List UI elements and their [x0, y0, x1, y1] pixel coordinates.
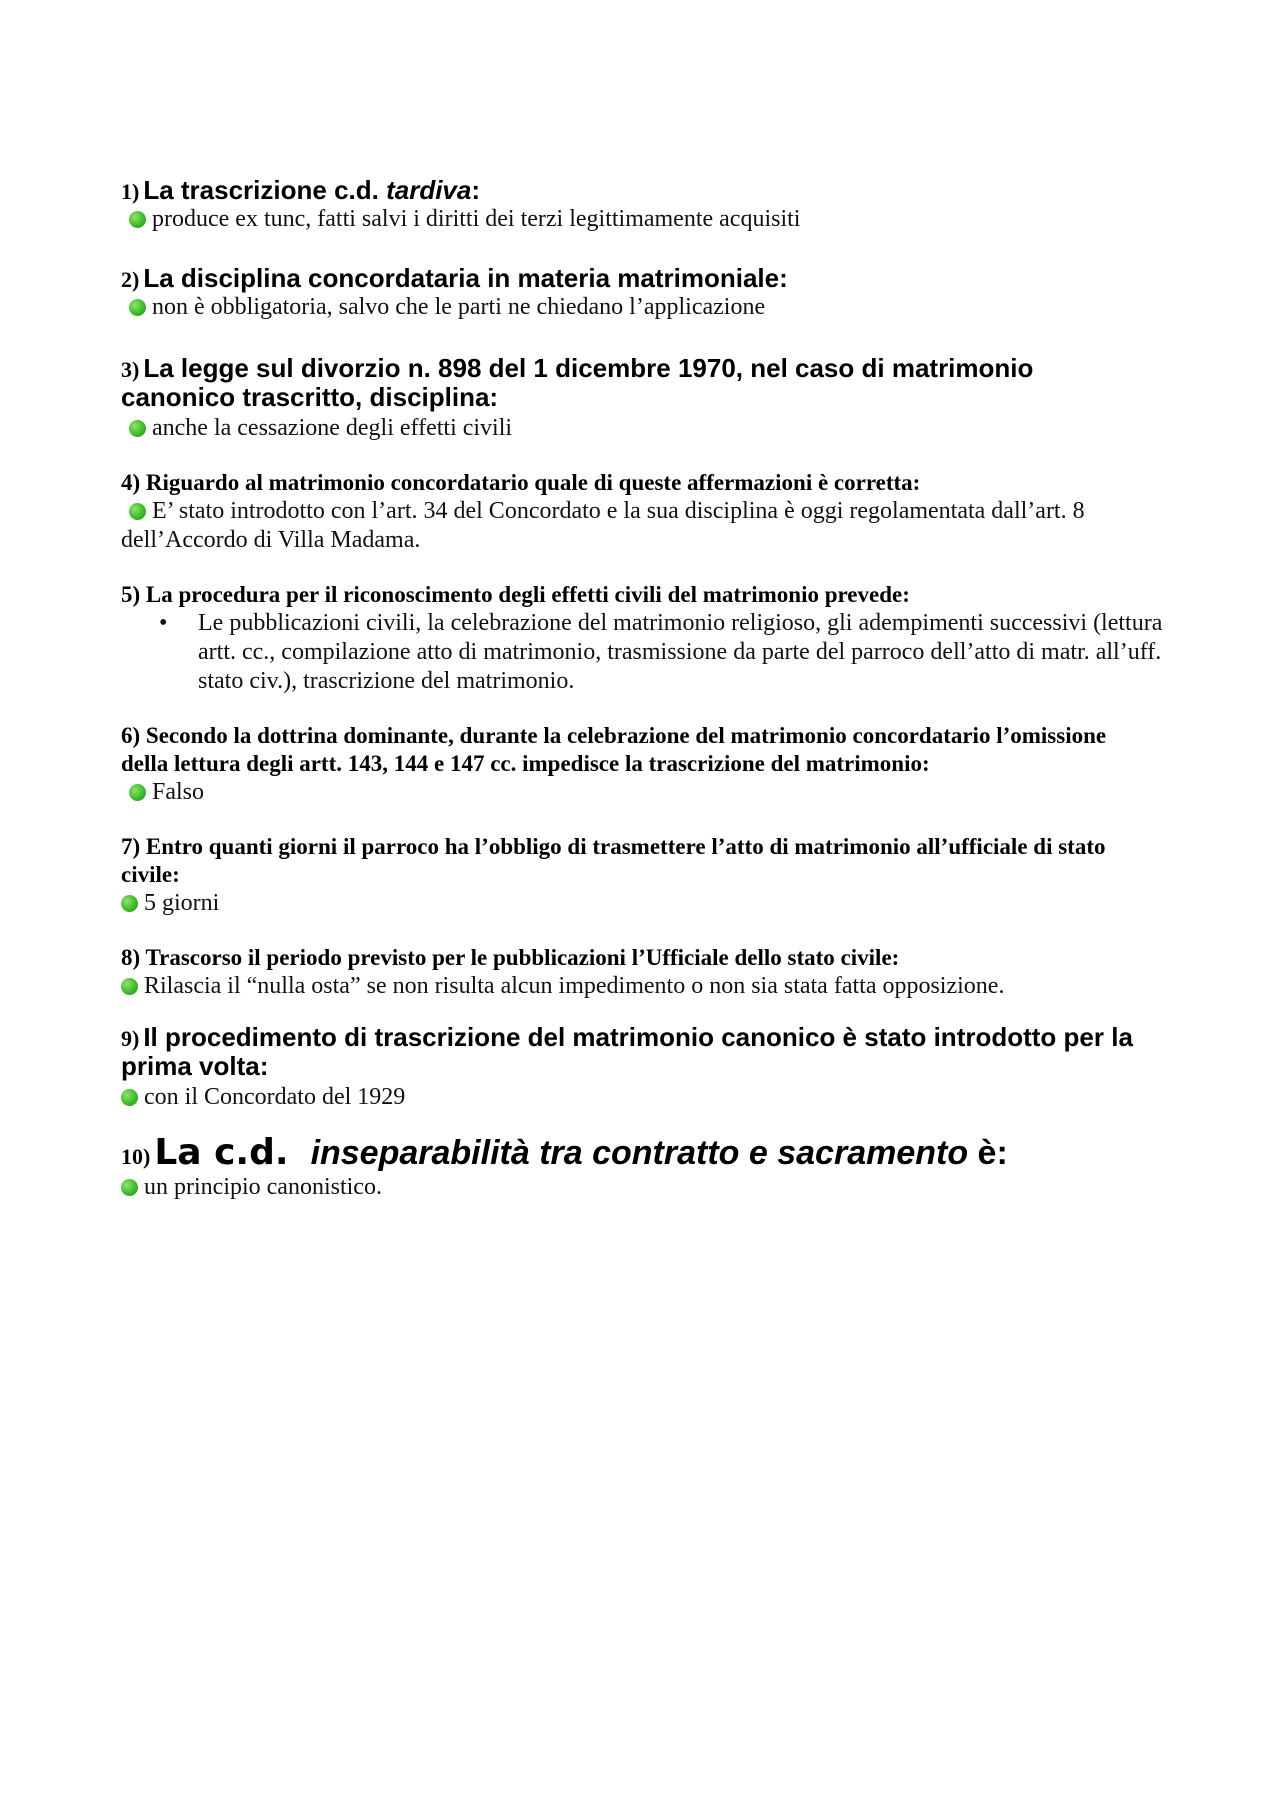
list-item [121, 609, 1171, 696]
correct-dot-icon [129, 211, 146, 228]
answer-row [121, 889, 1171, 918]
question-title-tail: è: [968, 1134, 1008, 1172]
question-4 [121, 469, 1171, 555]
answer-row [129, 293, 1171, 322]
question-title-text: La disciplina concordataria in materia matrimoniale: [143, 263, 788, 293]
question-title-text: Il procedimento di trascrizione del matrimonio canonico è stato introdotto per la prima volta: [121, 1022, 1133, 1081]
question-number: 10) [121, 1144, 151, 1169]
question-3-title [121, 354, 1141, 412]
question-6-title: 6) Secondo la dottrina dominante, durante la celebrazione del matrimonio concordatario l’omissione della lettura degli artt. 143, 144 e 147 cc. impedisce la trascrizione del matrimonio: [121, 723, 1107, 776]
answer-text: un principio canonistico. [144, 1174, 382, 1200]
question-number: 3) [121, 357, 140, 382]
answer-text: produce ex tunc, fatti salvi i diritti dei terzi legittimamente acquisiti [152, 206, 801, 232]
question-10-title [121, 1132, 1171, 1173]
question-1 [121, 176, 1171, 250]
question-6 [121, 722, 1171, 807]
answer-text: Le pubblicazioni civili, la celebrazione del matrimonio religioso, gli adempimenti successivi (lettura artt. cc., compilazione atto di matrimonio, trasmissione da parte del parroco dell’atto di matr. all’uff. stato civ.), trascrizione del matrimonio. [198, 610, 1163, 694]
question-title-tail: : [471, 175, 481, 205]
correct-dot-icon [121, 978, 138, 995]
question-number: 2) [121, 267, 140, 292]
question-10 [121, 1132, 1171, 1202]
question-title-italic: tardiva [386, 175, 472, 205]
answer-list [121, 609, 1171, 696]
answer-row [129, 778, 1171, 807]
question-5 [121, 581, 1171, 696]
question-number: 1) [121, 179, 140, 204]
answer-row [129, 414, 1171, 443]
question-8-title: 8) Trascorso il periodo previsto per le pubblicazioni l’Ufficiale dello stato civile: [121, 945, 900, 970]
answer-text: con il Concordato del 1929 [144, 1084, 406, 1110]
question-number: 9) [121, 1026, 140, 1051]
question-5-title: 5) La procedura per il riconoscimento degli effetti civili del matrimonio prevede: [121, 582, 910, 607]
question-7-title: 7) Entro quanti giorni il parroco ha l’obbligo di trasmettere l’atto di matrimonio all’ufficiale di stato civile: [121, 834, 1106, 887]
question-title-text: La legge sul divorzio n. 898 del 1 dicembre 1970, nel caso di matrimonio canonico trascritto, disciplina: [121, 353, 1034, 412]
correct-dot-icon [129, 299, 146, 316]
correct-dot-icon [129, 784, 146, 801]
correct-dot-icon [121, 1179, 138, 1196]
document-page [121, 176, 1171, 1202]
answer-row [121, 1083, 1171, 1112]
correct-dot-icon [121, 895, 138, 912]
question-title-text: La trascrizione c.d. [143, 175, 387, 205]
answer-text: Falso [152, 779, 205, 805]
question-1-title [121, 176, 1171, 205]
question-2-title [121, 264, 1171, 293]
question-8 [121, 944, 1171, 1001]
answer-row [121, 972, 1171, 1001]
answer-row [129, 205, 1171, 234]
question-7 [121, 833, 1171, 918]
correct-dot-icon [121, 1089, 138, 1106]
correct-dot-icon [129, 420, 146, 437]
answer-text: anche la cessazione degli effetti civili [152, 415, 513, 441]
answer-text: non è obbligatoria, salvo che le parti ne chiedano l’applicazione [152, 294, 766, 320]
question-9 [121, 1023, 1171, 1112]
answer-text: Rilascia il “nulla osta” se non risulta alcun impedimento o non sia stata fatta opposizione. [144, 973, 1005, 999]
question-4-title: 4) Riguardo al matrimonio concordatario quale di queste affermazioni è corretta: [121, 470, 921, 495]
question-title-text: La c.d. [154, 1132, 289, 1173]
question-2 [121, 264, 1171, 340]
answer-text: 5 giorni [144, 890, 220, 916]
question-9-title [121, 1023, 1141, 1081]
correct-dot-icon [129, 503, 146, 520]
question-title-italic: inseparabilità tra contratto e sacramento [310, 1134, 969, 1172]
question-3 [121, 354, 1171, 443]
answer-text: E’ stato introdotto con l’art. 34 del Concordato e la sua disciplina è oggi regolamentata dall’art. 8 dell’Accordo di Villa Madama. [121, 498, 1085, 553]
answer-row [121, 1173, 1171, 1202]
answer-row [121, 497, 1151, 555]
